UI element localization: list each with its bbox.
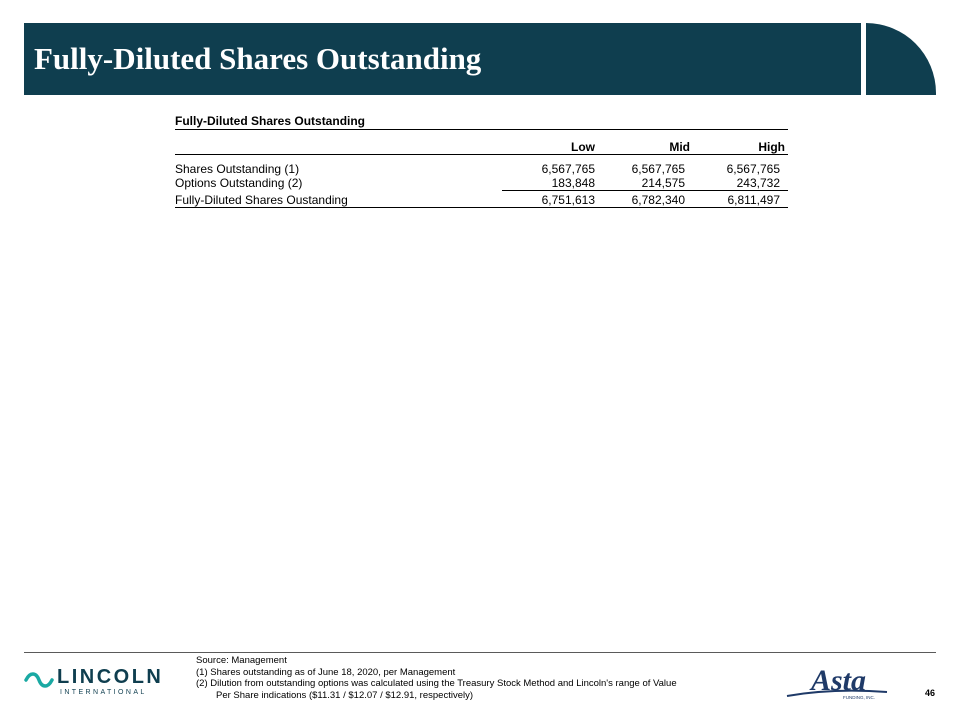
lincoln-logo [24,666,174,702]
page-number: 46 [925,688,936,698]
lincoln-subtitle: INTERNATIONAL [60,689,147,696]
row-label: Options Outstanding (2) [175,176,303,190]
source-note: Source: Management [196,655,287,666]
title-bar [24,23,861,95]
column-header-row [175,130,788,154]
sum-rule [175,190,788,191]
cell-mid: 6,567,765 [631,162,685,176]
page-title: Fully-Diluted Shares Outstanding [34,41,482,76]
asta-wordmark: Asta [811,664,867,697]
asta-subtitle: FUNDING, INC. [843,695,875,700]
table-row-total [175,193,788,207]
cell-low: 6,751,613 [541,193,595,207]
cell-mid: 6,782,340 [631,193,685,207]
shares-table [175,114,788,208]
table-bottom-rule [175,207,788,208]
cell-high: 6,567,765 [726,162,780,176]
corner-tab-decoration [866,23,936,95]
table-row [175,162,788,176]
table-title: Fully-Diluted Shares Outstanding [175,114,366,128]
footnotes [196,655,677,701]
column-header-mid: Mid [669,140,690,154]
cell-high: 243,732 [736,176,780,190]
column-header-high: High [758,140,785,154]
footer-divider [24,652,936,653]
footnote-1: (1) Shares outstanding as of June 18, 2020, per Management [196,666,456,678]
asta-logo [783,658,895,704]
column-header-low: Low [571,140,595,154]
row-label: Fully-Diluted Shares Oustanding [175,193,348,207]
cell-mid: 214,575 [641,176,685,190]
footnote-2-continued: Per Share indications ($11.31 / $12.07 / $12.91, respectively) [216,689,474,701]
cell-low: 183,848 [551,176,595,190]
cell-high: 6,811,497 [727,193,780,207]
row-label: Shares Outstanding (1) [175,162,300,176]
lincoln-wordmark: LINCOLN [57,666,164,688]
cell-low: 6,567,765 [541,162,595,176]
table-row [175,176,788,190]
footnote-2: (2) Dilution from outstanding options was calculated using the Treasury Stock Method and Lincoln's range of Value [196,678,677,689]
lincoln-mark-icon [24,670,54,690]
